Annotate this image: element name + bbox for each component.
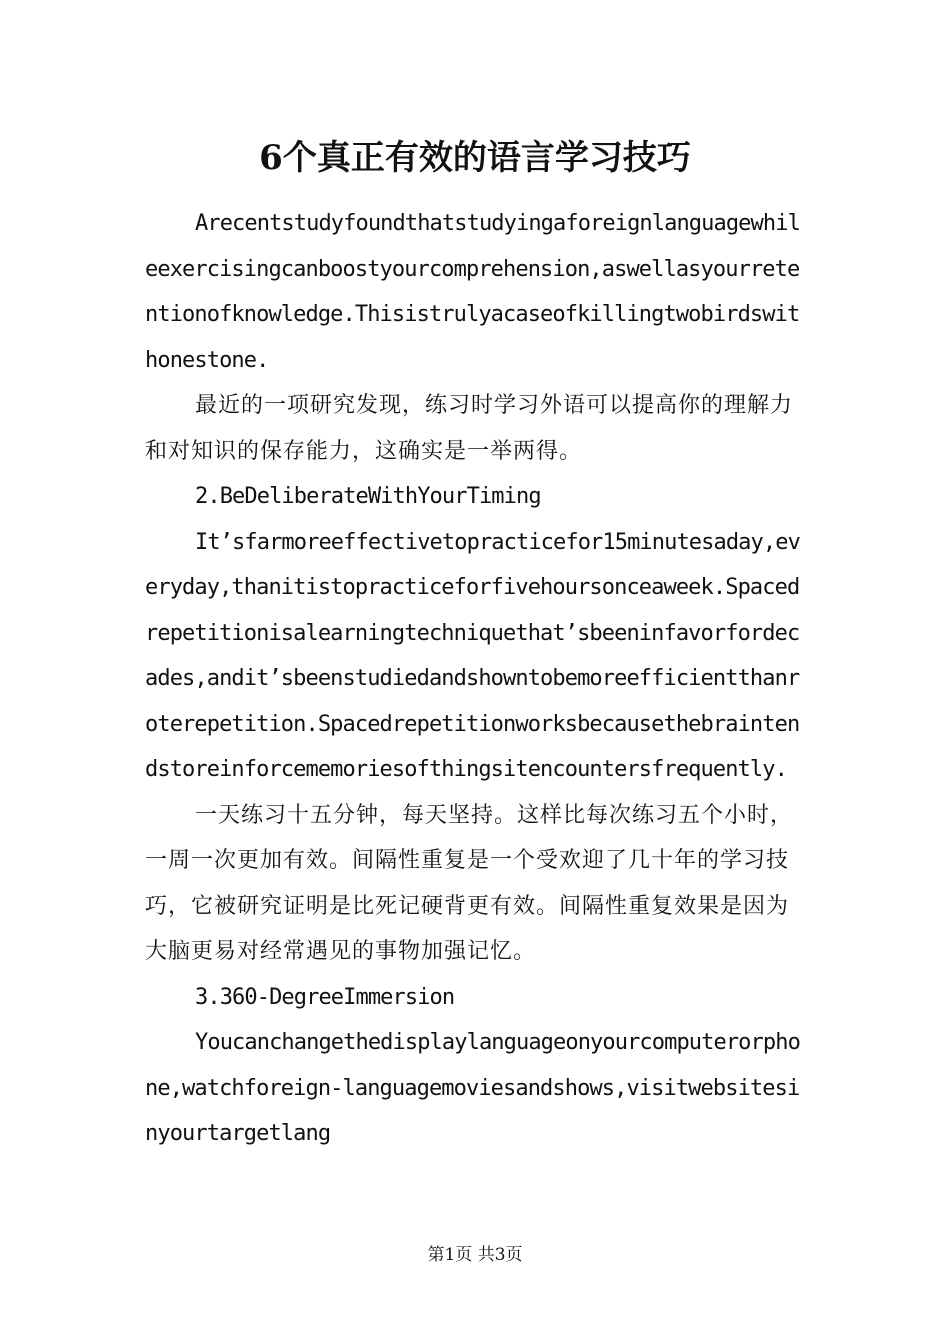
- paragraph-timing-english: It’sfarmoreeffectivetopracticefor15minutesaday,everyday,thanitistopracticeforfivehoursonceaweek.Spacedrepetitionisalearningtechniquethat’sbeeninfavorfordecades,andit’sbeenstudiedandshowntobemoreefficientthanroterepetition.Spacedrepetitionworksbecausethebraintendstoreinforcememoriesofthingsitencountersfrequently.: [145, 529, 800, 782]
- document-title: 6个真正有效的语言学习技巧: [259, 138, 691, 178]
- page-number-footer: 第1页 共3页: [427, 1245, 523, 1265]
- section-heading-immersion: 3.360-DegreeImmersion: [195, 984, 455, 1010]
- section-heading-timing: 2.BeDeliberateWithYourTiming: [195, 484, 541, 509]
- paragraph-intro-chinese: 最近的一项研究发现，练习时学习外语可以提高你的理解力和对知识的保存能力，这确实是一举两得。: [145, 393, 794, 464]
- document-body: [145, 201, 807, 1157]
- paragraph-timing-chinese: 一天练习十五分钟，每天坚持。这样比每次练习五个小时，一周一次更加有效。间隔性重复是一个受欢迎了几十年的学习技巧，它被研究证明是比死记硬背更有效。间隔性重复效果是因为大脑更易对经常遇见的事物加强记忆。: [145, 802, 794, 964]
- paragraph-intro-english: Arecentstudyfoundthatstudyingaforeignlanguagewhileexercisingcanboostyourcomprehension,aswellasyourretentionofknowledge.Thisistrulyacaseofkillingtwobirdswithonestone.: [145, 211, 800, 373]
- paragraph-immersion-english: Youcanchangethedisplaylanguageonyourcomputerorphone,watchforeign-languagemoviesandshows,visitwebsitesinyourtargetlang: [145, 1030, 800, 1146]
